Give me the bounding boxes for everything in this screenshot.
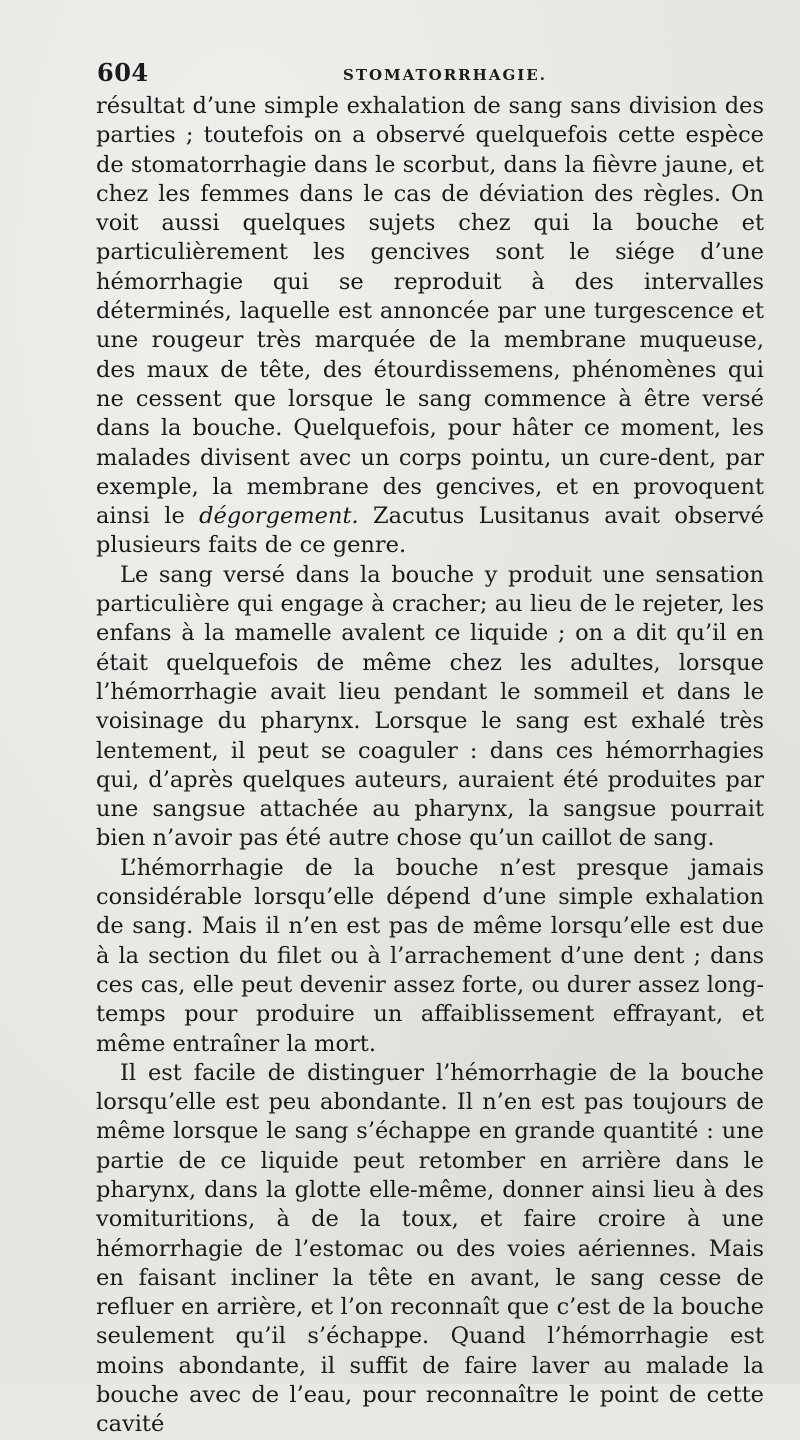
paragraph-2-text: Le sang versé dans la bouche y produit une sensation particulière qui engage à cracher; au lieu de le rejeter, les enfans à la mamelle avalent ce liquide ; on a dit qu’il en était quelquefois de même chez les adultes, lorsque l’hémorrhagie avait lieu pendant le sommeil et dans le voisinage du pharynx. Lorsque le sang est exhalé très lentement, il peut se coaguler : dans ces hémorrhagies qui, d’après quelques auteurs, auraient été produites par une sangsue attachée au pharynx, la sangsue pourrait bien n’avoir pas été autre chose qu’un caillot de sang.	[96, 561, 764, 852]
paragraph-4	[96, 1059, 764, 1440]
paragraph-3-text: L’hémorrhagie de la bouche n’est presque jamais considérable lorsqu’elle dépend d’une simple exhalation de sang. Mais il n’en est pas de même lorsqu’elle est due à la section du filet ou à l’arrachement d’une dent ; dans ces cas, elle peut devenir assez forte, ou durer assez long-temps pour produire un affaiblissement effrayant, et même entraîner la mort.	[96, 854, 764, 1057]
paragraph-2	[96, 561, 764, 854]
running-title: STOMATORRHAGIE.	[343, 66, 547, 84]
paragraph-1-emphasis: dégorgement.	[199, 503, 359, 530]
body-text	[96, 92, 764, 1440]
paragraph-1	[96, 92, 764, 561]
paragraph-3	[96, 854, 764, 1059]
page-header	[97, 58, 777, 92]
paragraph-4-text: Il est facile de distinguer l’hémorrhagie de la bouche lorsqu’elle est peu abondante. Il n’en est pas toujours de même lorsque le sang s’échappe en grande quantité : une partie de ce liquide peut retomber en arrière dans le pharynx, dans la glotte elle-même, donner ainsi lieu à des vomituritions, à de la toux, et faire croire à une hémorrhagie de l’estomac ou des voies aériennes. Mais en faisant incliner la tête en avant, le sang cesse de refluer en arrière, et l’on reconnaît que c’est de la bouche seulement qu’il s’échappe. Quand l’hémorrhagie est moins abondante, il suffit de faire laver au malade la bouche avec de l’eau, pour reconnaître le point de cette cavité	[96, 1059, 764, 1438]
paragraph-1-text: résultat d’une simple exhalation de sang sans division des parties ; toutefois on a observé quelquefois cette espèce de stomatorrhagie dans le scorbut, dans la fièvre jaune, et chez les femmes dans le cas de déviation des règles. On voit aussi quelques sujets chez qui la bouche et particulièrement les gencives sont le siége d’une hémorrhagie qui se reproduit à des intervalles déterminés, laquelle est annoncée par une turgescence et une rougeur très marquée de la membrane muqueuse, des maux de tête, des étourdissemens, phénomènes qui ne cessent que lorsque le sang commence à être versé dans la bouche. Quelquefois, pour hâter ce moment, les malades divisent avec un corps pointu, un cure-dent, par exemple, la membrane des gencives, et en provoquent ainsi le	[96, 93, 764, 530]
page-number: 604	[97, 58, 149, 87]
paragraph-1-text-end: Zacutus Lusitanus avait observé plusieurs faits de ce genre.	[96, 503, 764, 559]
